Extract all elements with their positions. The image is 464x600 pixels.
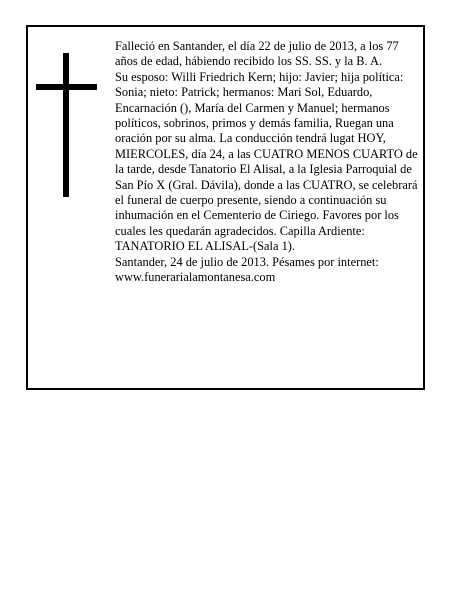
family-and-funeral-paragraph: Su esposo: Willi Friedrich Kern; hijo: Javier; hija política: Sonia; nieto: Patrick; hermanos: Mari Sol, Eduardo, Encarnación (), María del Carmen y Manuel; hermanos políticos, sobrinos, primos y demás familia, Ruegan una oración por su alma. La conducción tendrá lugat HOY, MIERCOLES, día 24, a las CUATRO MENOS CUARTO de la tarde, desde Tanatorio El Alisal, a la Iglesia Parroquial de San Pío X (Gral. Dávila), donde a las CUATRO, se celebrará el funeral de cuerpo presente, siendo a continuación su inhumación en el Cementerio de Ciriego. Favores por los cuales les quedarán agradecidos. Capilla Ardiente: TANATORIO EL ALISAL-(Sala 1). (115, 69, 418, 254)
latin-cross-icon (36, 53, 97, 197)
cross-vertical-bar (63, 53, 69, 197)
closing-paragraph: Santander, 24 de julio de 2013. Pésames por internet: www.funerarialamontanesa.com (115, 254, 379, 285)
obituary-text (115, 39, 421, 286)
death-announcement-paragraph: Falleció en Santander, el día 22 de julio de 2013, a los 77 años de edad, hábiendo recibido los SS. SS. y la B. A. (115, 39, 399, 69)
cross-horizontal-bar (36, 84, 97, 90)
